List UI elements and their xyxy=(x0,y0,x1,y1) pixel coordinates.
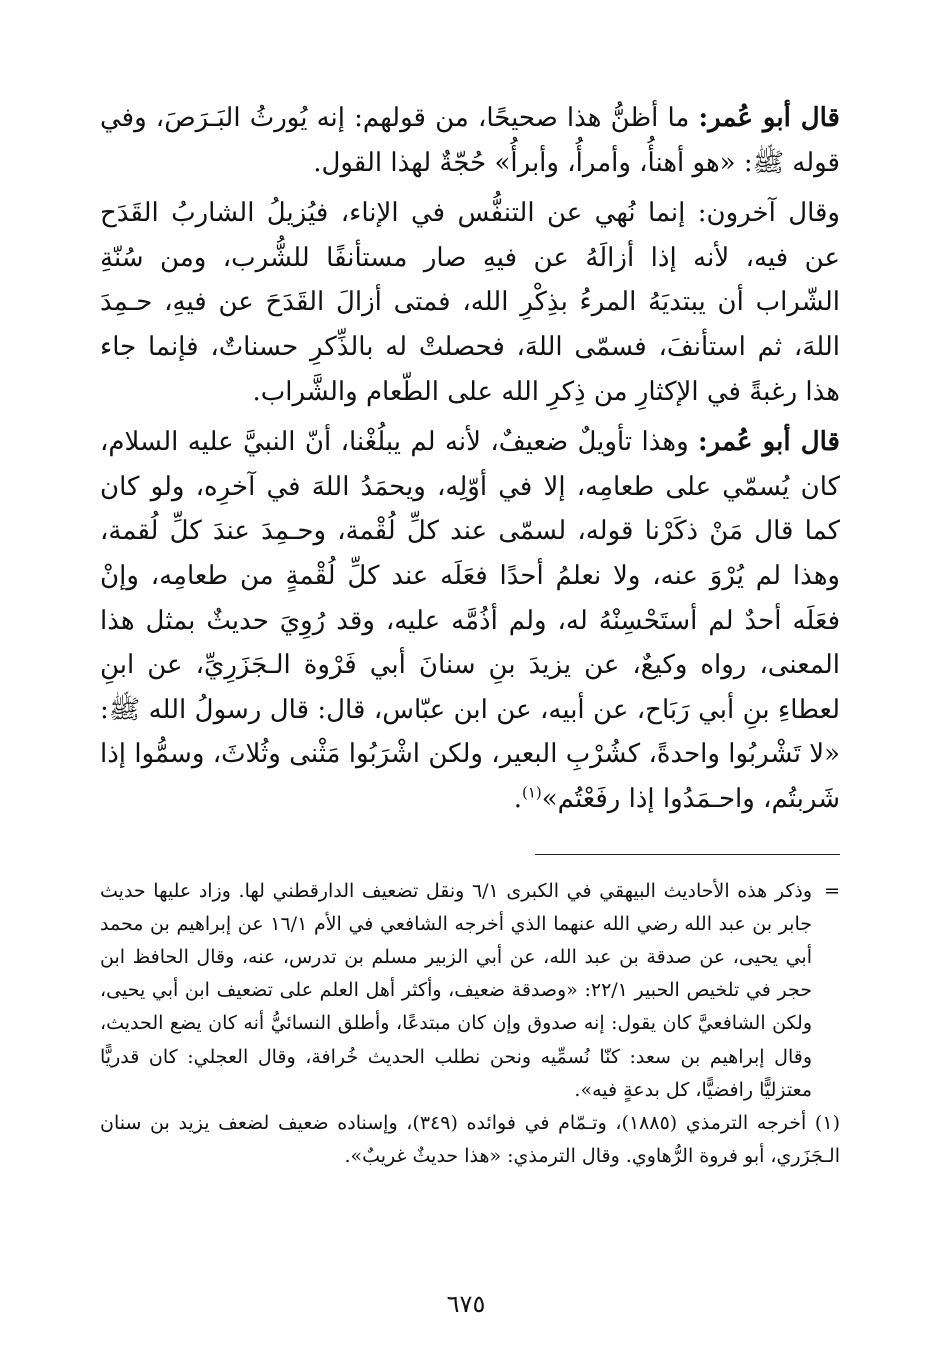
footnote-separator-wrap xyxy=(100,828,840,875)
paragraph-2 xyxy=(100,191,840,414)
footnote-text: (١) أخرجه الترمذي (١٨٨٥)، وتـمّام في فوائده (٣٤٩)، وإسناده ضعيف لضعف يزيد بن سنان الـجَزَري، أبو فروة الرُّهاوي. وقال الترمذي: «هذا حديثٌ غريبٌ». xyxy=(100,1111,840,1168)
footnote-text: وذكر هذه الأحاديث البيهقي في الكبرى ٦/١ ونقل تضعيف الدارقطني لها. وزاد عليها حديث جابر بن عبد الله رضي الله عنهما الذي أخرجه الشافعي في الأم ١٦/١ عن إبراهيم بن محمد أبي يحيى، عن صدقة بن عبد الله، عن أبي الزبير مسلم بن تدرس، عنه، وقال الحافظ ابن حجر في تلخيص الحبير ٢٢/١: «وصدقة ضعيف، وأكثر أهل العلم على تضعيف ابن أبي يحيى، ولكن الشافعيَّ كان يقول: إنه صدوق وإن كان مبتدعًا، وأطلق النسائيُّ أنه كان يضع الحديث، وقال إبراهيم بن سعد: كنّا نُسمِّيه ونحن نطلب الحديث خُرافة، وقال العجلي: كان قدريًّا معتزليًّا رافضيًّا، كل بدعةٍ فيه». xyxy=(100,879,813,1101)
paragraph-3 xyxy=(100,420,840,821)
page-number: ٦٧٥ xyxy=(446,1290,486,1318)
footnote-1 xyxy=(100,1107,840,1173)
paragraph-text: ما أظنُّ هذا صحيحًا، من قولهم: إنه يُورثُ البَـرَصَ، وفي قوله ﷺ: «هو أهنأُ، وأمرأُ، وأبرأُ» حُجّةٌ لهذا القول. xyxy=(100,103,840,178)
speaker-label: قال أبو عُمر: xyxy=(698,103,840,133)
continuation-marker: = xyxy=(824,879,840,902)
main-text xyxy=(100,96,840,822)
speaker-label: قال أبو عُمر: xyxy=(698,427,840,458)
footnote-separator xyxy=(535,854,840,855)
paragraph-text: وهذا تأويلٌ ضعيفٌ، لأنه لم يبلُغْنا، أنّ النبيَّ عليه السلام، كان يُسمّي على طعامِه، إلا في أوّلِه، ويحمَدُ اللهَ في آخرِه، ولو كان كما قال مَنْ ذكَرْنا قوله، لسمّى عند كلِّ لُقْمة، وحـمِدَ عندَ كلِّ لُقمة، وهذا لم يُرْوَ عنه، ولا نعلمُ أحدًا فعَلَه عند كلِّ لُقْمةٍ من طعامِه، وإنْ فعَلَه أحدٌ لم أستَحْسِنْهُ له، ولم أذُمَّه عليه، وقد رُوِيَ حديثٌ بمثل هذا المعنى، رواه وكيعٌ، عن يزيدَ بنِ سنانَ أبي فَرْوة الـجَزَرِيِّ، عن ابنِ لعطاءِ بنِ أبي رَبَاح، عن أبيه، عن ابن عبّاس، قال: قال رسولُ الله ﷺ: «لا تَشْربُوا واحدةً، كشُرْبِ البعير، ولكن اشْرَبُوا مَثْنى وثُلاثَ، وسمُّوا إذا شَربتُم، واحـمَدُوا إذا رفَعْتُم» xyxy=(100,427,840,814)
footnote-continuation xyxy=(100,875,840,1107)
footnotes xyxy=(100,875,840,1174)
paragraph-1 xyxy=(100,96,840,185)
footnote-reference[interactable]: (١) xyxy=(521,783,542,802)
paragraph-text: وقال آخرون: إنما نُهي عن التنفُّس في الإناء، فيُزيلُ الشاربُ القَدَح عن فيه، لأنه إذا أزالَهُ عن فيهِ صار مستأنفًا للشُّرب، ومن سُنّةِ الشّراب أن يبتديَهُ المرءُ بذِكْرِ الله، فمتى أزالَ القَدَحَ عن فيهِ، حـمِدَ اللهَ، ثم استأنفَ، فسمّى اللهَ، فحصلتْ له بالذِّكرِ حسناتٌ، فإنما جاء هذا رغبةً في الإكثارِ من ذِكرِ الله على الطّعام والشَّراب. xyxy=(100,198,840,407)
paragraph-end: . xyxy=(513,783,522,814)
book-page xyxy=(100,96,840,1173)
